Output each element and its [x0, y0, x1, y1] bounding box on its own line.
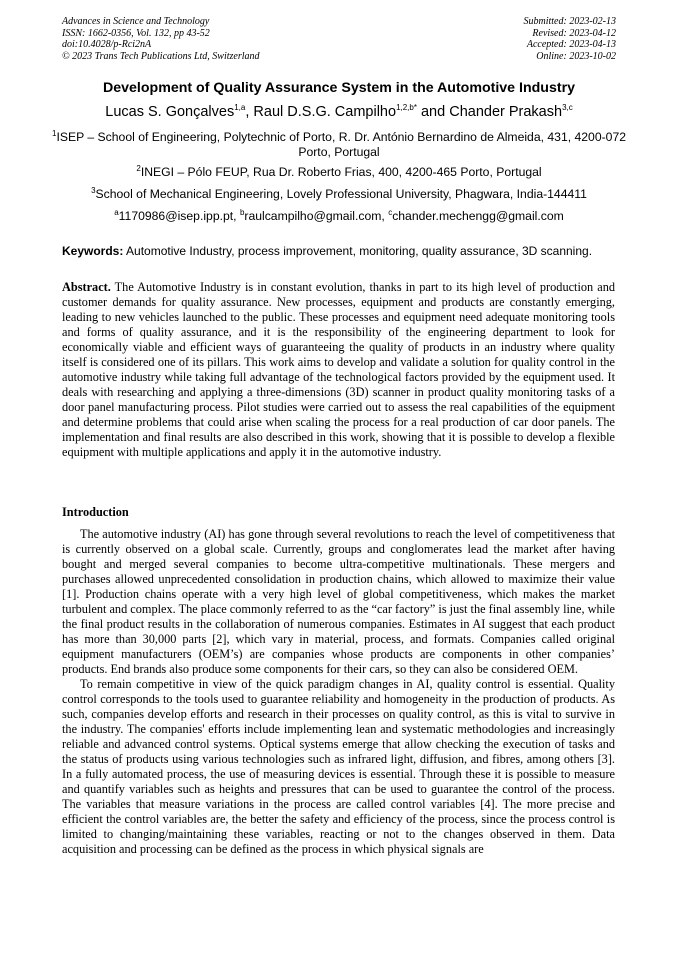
doi-line: doi:10.4028/p-Rci2nA [62, 39, 152, 50]
copyright-line: © 2023 Trans Tech Publications Ltd, Switzerland [62, 50, 260, 62]
paper-title: Development of Quality Assurance System in the Automotive Industry [103, 80, 575, 96]
journal-info [62, 16, 260, 62]
author-separator: and [416, 104, 450, 120]
email-separator: , [381, 209, 389, 223]
submitted-date: Submitted: 2023-02-13 [523, 16, 616, 27]
online-date: Online: 2023-10-02 [536, 50, 616, 62]
keywords-text: Automotive Industry, process improvement, monitoring, quality assurance, 3D scanning. [123, 244, 593, 258]
accepted-date: Accepted: 2023-04-13 [526, 39, 616, 50]
journal-name: Advances in Science and Technology [62, 16, 210, 27]
affiliation-3 [50, 187, 628, 202]
abstract-text: The Automotive Industry is in constant evolution, thanks in part to its high level of production and customer demands for quality assurance. New processes, equipment and products are constantly emerging, leading to new vehicles launched to the public. These processes and equipment need adequate monitoring tools and forms of quality assurance, and it is the responsibility of the engineering department to look for economically viable and efficient ways of guaranteeing the quality of products in an industry where quality itself is considered one of its pillars. This work aims to develop and validate a solution for quality control in the automotive industry while taking full advantage of the technological factors provided by the equipment used. It deals with researching and applying a three-dimensions (3D) scanner in product quality monitoring tasks of a door panel manufacturing process. Pilot studies were carried out to assess the real capabilities of the equipment and determine problems that could arise when scaling the process for a real production of car door panels. The implementation and final results are also described in this work, showing that it is possible to develop a flexible equipment with multiple applications and apply it in the automotive industry. [62, 280, 615, 459]
email-superscript: b [239, 207, 245, 217]
affiliation-1 [50, 130, 628, 160]
intro-paragraph: The automotive industry (AI) has gone through several revolutions to reach the level of competitiveness that is currently observed on a global scale. Currently, groups and conglomerates lead the market after having bought and merged several companies to become ultra-competitive multinationals. These mergers and purchases allowed unprecedented consolidation in production chains, which allowed to maximize their value [1]. Production chains operate with a very high level of global competitiveness, which makes the market turbulent and complex. The place commonly referred to as the “car factory” is just the final assembly line, while the final product results in the collaboration of numerous companies. Estimates in AI suggest that each product has more than 30,000 parts [2], which vary in material, process, and formats. Companies called original equipment manufacturers (OEM’s) are companies whose products are components in other companies’ products. End brands also produce some components for their cars, so they can also be considered OEM. [62, 527, 615, 676]
intro-paragraph: To remain competitive in view of the quick paradigm changes in AI, quality control is essential. Quality control corresponds to the tools used to guarantee reliability and homogeneity in the production of products. As such, companies develop efforts and research in their processes on quality control, as this is vital to survive in the industry. The companies' efforts include implementing lean and systematic methodologies and increasingly reliable and advanced control systems. Optical systems emerge that allow checking the execution of tasks and the status of products using various technologies such as infrared light, diffusion, and fibres, among others [3]. In a fully automated process, the use of measuring devices is essential. Through these it is possible to measure and quantify variables such as heights and pressures that can be used to guarantee the control of the process. The variables that measure variations in the process are called control variables [4]. The more precise and efficient the control variables are, the better the safety and efficiency of the process, since the process control is limited to changing/maintaining these variables, reacting or not to the changes observed in them. Data acquisition and processing can be defined as the process in which physical signals are [62, 677, 615, 856]
author-emails [50, 209, 628, 224]
abstract-paragraph [62, 280, 615, 460]
email-link[interactable]: chander.mechengg@gmail.com [392, 209, 564, 223]
affiliation-superscript: 1 [51, 128, 57, 138]
affiliation-text: School of Mechanical Engineering, Lovely Professional University, Phagwara, India-144411 [95, 187, 587, 201]
affiliation-superscript: 3 [91, 185, 96, 195]
affiliation-superscript: 2 [136, 163, 141, 173]
keywords-label: Keywords: [62, 244, 124, 258]
email-superscript: a [114, 207, 119, 217]
author-superscript: 3,c [562, 103, 573, 113]
abstract-section [62, 280, 615, 460]
journal-header [62, 16, 616, 66]
email-superscript: c [388, 207, 393, 217]
keywords-line [62, 244, 616, 258]
publication-dates [524, 16, 617, 62]
email-separator: , [233, 209, 240, 223]
affiliation-text: INEGI – Pólo FEUP, Rua Dr. Roberto Frias, 400, 4200-465 Porto, Portugal [140, 165, 542, 179]
author-name: Raul D.S.G. Campilho [253, 104, 397, 120]
issn-line: ISSN: 1662-0356, Vol. 132, pp 43-52 [62, 27, 210, 39]
author-separator: , [245, 104, 254, 120]
introduction-section [62, 527, 615, 857]
affiliation-2 [50, 165, 628, 180]
author-name: Chander Prakash [449, 104, 563, 120]
email-link[interactable]: 1170986@isep.ipp.pt [118, 209, 234, 223]
revised-date: Revised: 2023-04-12 [532, 27, 616, 39]
author-superscript: 1,2,b* [396, 103, 417, 113]
introduction-heading: Introduction [62, 505, 129, 519]
email-link[interactable]: raulcampilho@gmail.com [244, 209, 382, 223]
author-superscript: 1,a [234, 103, 246, 113]
affiliation-text: ISEP – School of Engineering, Polytechnic of Porto, R. Dr. António Bernardino de Almeida, 431, 4200-072 Porto, Portugal [56, 130, 626, 159]
author-name: Lucas S. Gonçalves [105, 104, 235, 120]
author-list [30, 104, 648, 120]
abstract-label: Abstract. [62, 280, 111, 294]
